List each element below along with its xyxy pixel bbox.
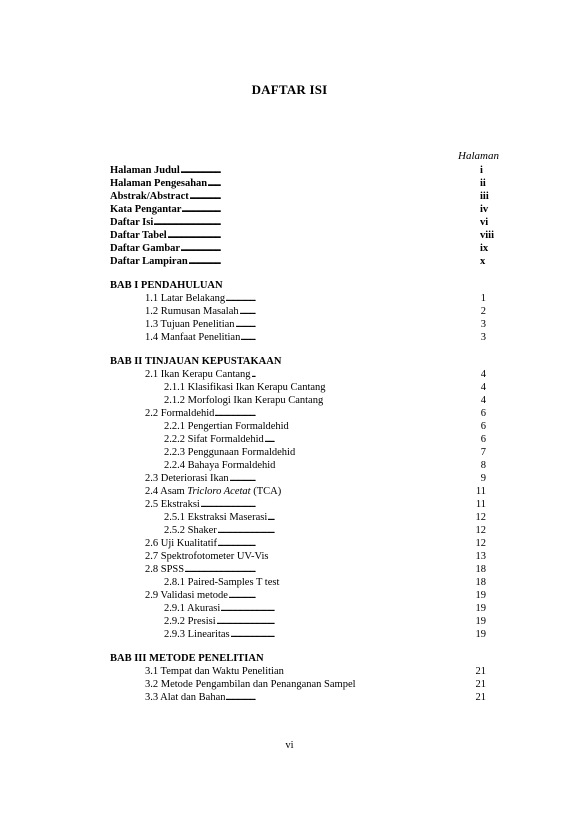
entry-page: i: [480, 164, 500, 177]
entry-title-pre: 2.4 Asam: [145, 486, 188, 497]
entry-page: 3: [468, 318, 486, 331]
entry-page: viii: [480, 229, 500, 242]
entry-title: 1.4 Manfaat Penelitian: [145, 332, 241, 343]
entry-title: 2.2.1 Pengertian Formaldehid: [164, 421, 289, 432]
toc-entry[interactable]: [110, 216, 500, 229]
entry-page: 19: [468, 615, 486, 628]
entry-title: 2.2.2 Sifat Formaldehid: [164, 434, 264, 445]
entry-page: 6: [468, 433, 486, 446]
toc-entry[interactable]: [110, 164, 500, 177]
table-of-contents: [110, 164, 500, 704]
entry-title: 2.8.1 Paired-Samples T test: [164, 577, 280, 588]
toc-entry[interactable]: [110, 305, 500, 318]
toc-entry[interactable]: [110, 576, 500, 589]
dot-leader: [110, 216, 476, 229]
entry-page: 6: [468, 407, 486, 420]
entry-title: 2.5.1 Ekstraksi Maserasi: [164, 512, 268, 523]
entry-page: 12: [468, 511, 486, 524]
toc-entry[interactable]: [110, 368, 500, 381]
entry-title-italic: Tricloro Acetat: [187, 486, 251, 497]
toc-entry[interactable]: [110, 407, 500, 420]
page-title: DAFTAR ISI: [251, 82, 328, 97]
toc-entry[interactable]: [110, 446, 500, 459]
toc-entry[interactable]: [110, 472, 500, 485]
entry-page: 4: [468, 394, 486, 407]
entry-title: 2.8 SPSS: [145, 564, 185, 575]
entry-page: 18: [468, 576, 486, 589]
page-number: vi: [285, 740, 294, 751]
toc-entry[interactable]: [110, 229, 500, 242]
entry-page: x: [480, 255, 500, 268]
toc-entry[interactable]: [110, 459, 500, 472]
entry-title: Daftar Gambar: [110, 243, 181, 254]
toc-entry[interactable]: [110, 678, 500, 691]
toc-entry[interactable]: [110, 190, 500, 203]
toc-entry[interactable]: [110, 498, 500, 511]
chapter-heading: BAB I PENDAHULUAN: [110, 280, 223, 291]
toc-entry[interactable]: [110, 485, 500, 498]
entry-title: 2.1.1 Klasifikasi Ikan Kerapu Cantang: [164, 382, 326, 393]
toc-entry[interactable]: [110, 331, 500, 344]
entry-title: Halaman Pengesahan: [110, 178, 208, 189]
entry-title: 2.2 Formaldehid: [145, 408, 215, 419]
entry-page: 11: [468, 485, 486, 498]
entry-title: 2.9.2 Presisi: [164, 616, 216, 627]
entry-title: 2.1.2 Morfologi Ikan Kerapu Cantang: [164, 395, 324, 406]
entry-title: Daftar Tabel: [110, 230, 167, 241]
dot-leader: [145, 563, 476, 576]
entry-page: iv: [480, 203, 500, 216]
entry-page: 21: [468, 665, 486, 678]
toc-entry[interactable]: [110, 550, 500, 563]
toc-entry[interactable]: [110, 318, 500, 331]
toc-entry[interactable]: [110, 511, 500, 524]
halaman-label: Halaman: [458, 150, 499, 162]
entry-title: Daftar Lampiran: [110, 256, 188, 267]
entry-title: Daftar Isi: [110, 217, 154, 228]
entry-title: [145, 486, 282, 497]
entry-title: 3.2 Metode Pengambilan dan Penanganan Sampel: [145, 679, 356, 690]
entry-page: 8: [468, 459, 486, 472]
toc-entry[interactable]: [110, 203, 500, 216]
toc-entry[interactable]: [110, 524, 500, 537]
entry-page: iii: [480, 190, 500, 203]
entry-title: 2.2.4 Bahaya Formaldehid: [164, 460, 276, 471]
toc-entry[interactable]: [110, 628, 500, 641]
entry-page: 19: [468, 589, 486, 602]
entry-title: 2.5.2 Shaker: [164, 525, 217, 536]
entry-page: 1: [468, 292, 486, 305]
toc-entry[interactable]: [110, 394, 500, 407]
entry-title: 1.3 Tujuan Penelitian: [145, 319, 235, 330]
toc-entry[interactable]: [110, 177, 500, 190]
entry-page: 11: [468, 498, 486, 511]
entry-page: 3: [468, 331, 486, 344]
chapter-heading: BAB III METODE PENELITIAN: [110, 653, 264, 664]
toc-entry[interactable]: [110, 433, 500, 446]
toc-entry[interactable]: [110, 665, 500, 678]
toc-entry[interactable]: [110, 255, 500, 268]
entry-title: 2.9 Validasi metode: [145, 590, 228, 601]
entry-page: vi: [480, 216, 500, 229]
entry-title: Kata Pengantar: [110, 204, 182, 215]
toc-entry[interactable]: [110, 589, 500, 602]
entry-title: 2.7 Spektrofotometer UV-Vis: [145, 551, 269, 562]
entry-title-post: (TCA): [250, 486, 282, 497]
entry-title: 1.1 Latar Belakang: [145, 293, 226, 304]
entry-page: 13: [468, 550, 486, 563]
entry-title: 2.9.1 Akurasi: [164, 603, 221, 614]
entry-title: Halaman Judul: [110, 165, 180, 176]
entry-title: 2.2.3 Penggunaan Formaldehid: [164, 447, 296, 458]
toc-entry[interactable]: [110, 292, 500, 305]
entry-title: 2.3 Deteriorasi Ikan: [145, 473, 229, 484]
toc-entry[interactable]: [110, 563, 500, 576]
entry-page: ix: [480, 242, 500, 255]
entry-page: 12: [468, 524, 486, 537]
entry-page: 4: [468, 381, 486, 394]
entry-page: 19: [468, 602, 486, 615]
entry-title: 2.1 Ikan Kerapu Cantang: [145, 369, 251, 380]
entry-page: 7: [468, 446, 486, 459]
chapter-heading: BAB II TINJAUAN KEPUSTAKAAN: [110, 356, 282, 367]
entry-page: 6: [468, 420, 486, 433]
entry-title: Abstrak/Abstract: [110, 191, 189, 202]
entry-title: 2.5 Ekstraksi: [145, 499, 200, 510]
entry-page: 18: [468, 563, 486, 576]
entry-page: 2: [468, 305, 486, 318]
toc-entry[interactable]: [110, 242, 500, 255]
entry-page: 4: [468, 368, 486, 381]
entry-title: 1.2 Rumusan Masalah: [145, 306, 239, 317]
toc-entry[interactable]: [110, 537, 500, 550]
toc-entry[interactable]: [110, 381, 500, 394]
entry-page: 9: [468, 472, 486, 485]
entry-title: 2.6 Uji Kualitatif: [145, 538, 218, 549]
entry-title: 2.9.3 Linearitas: [164, 629, 230, 640]
toc-entry[interactable]: [110, 420, 500, 433]
entry-title: 3.1 Tempat dan Waktu Penelitian: [145, 666, 284, 677]
entry-page: 19: [468, 628, 486, 641]
toc-entry[interactable]: [110, 602, 500, 615]
toc-entry[interactable]: [110, 691, 500, 704]
entry-page: 12: [468, 537, 486, 550]
entry-page: 21: [468, 691, 486, 704]
entry-page: 21: [468, 678, 486, 691]
entry-page: ii: [480, 177, 500, 190]
toc-entry[interactable]: [110, 615, 500, 628]
entry-title: 3.3 Alat dan Bahan: [145, 692, 226, 703]
